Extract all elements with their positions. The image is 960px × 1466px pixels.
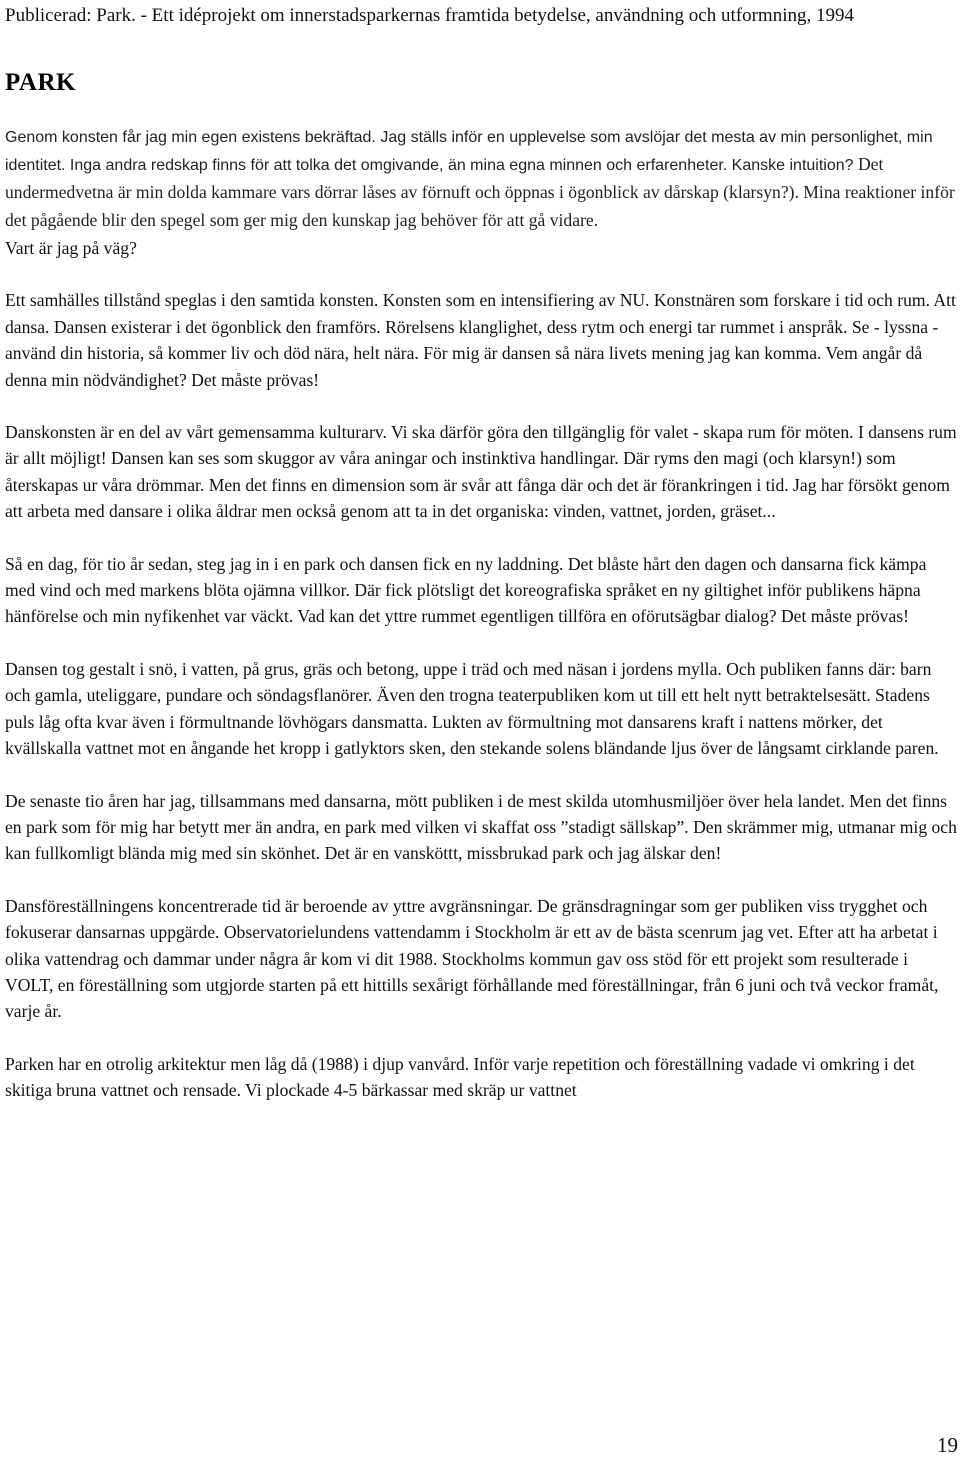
intro-paragraph [5,125,957,235]
document-heading: PARK [5,69,76,96]
document-page [5,0,957,1130]
paragraph: Parken har en otrolig arkitektur men låg då (1988) i djup vanvård. Inför varje repetition och föreställning vadade vi omkring i det skitiga bruna vattnet och rensade. Vi plockade 4-5 bärkassar med skräp ur vattnet [5,1053,915,1101]
intro-text: Genom konsten får jag min egen existens bekräftad. Jag ställs inför en upplevelse som avslöjar det mesta av min personlighet, min identitet. Inga andra redskap finns för att tolka det omgivande, än mina egna minnen och erfarenheter. Kanske intuition? [5,129,933,174]
paragraph: De senaste tio åren har jag, tillsammans med dansarna, mött publiken i de mest skilda utomhusmiljöer över hela landet. Men det finns en park som för mig har betytt mer än andra, en park med vilken vi skaffat oss ”stadigt sällskap”. Den skrämmer mig, utmanar mig och kan fullkomligt blända mig med sin skönhet. Det är en vansköttt, missbrukad park och jag älskar den! [5,790,957,864]
paragraph: Ett samhälles tillstånd speglas i den samtida konsten. Konsten som en intensifiering av NU. Konstnären som forskare i tid och rum. Att dansa. Dansen existerar i det ögonblick den framförs. Rörelsens klanglighet, dess rytm och energi tar rummet i anspråk. Se - lyssna - använd din historia, så kommer liv och död nära, helt nära. För mig är dansen så nära livets mening jag kan komma. Vem angår då denna min nödvändighet? Det måste prövas! [5,290,956,390]
paragraph: Danskonsten är en del av vårt gemensamma kulturarv. Vi ska därför göra den tillgänglig för valet - skapa rum för möten. I dansens rum är allt möjligt! Dansen kan ses som skuggor av våra aningar och instinktiva handlingar. Där ryms den magi (och klarsyn!) som återskapas ur våra drömmar. Men det finns en dimension som är svår att fånga där och det är förankringen i tid. Jag har försökt genom att arbeta med dansare i olika åldrar men också genom att ta in det organiska: vinden, vattnet, jorden, gräset... [5,422,957,522]
publication-line: Publicerad: Park. - Ett idéprojekt om innerstadsparkernas framtida betydelse, användning och utformning, 1994 [5,5,854,26]
paragraph: Dansen tog gestalt i snö, i vatten, på grus, gräs och betong, uppe i träd och med näsan i jordens mylla. Och publiken fanns där: barn och gamla, uteliggare, pundare och söndagsflanörer. Även den trogna teaterpubliken kom ut till ett helt nytt betraktelsesätt. Stadens puls låg ofta kvar även i förmultnande lövhögars dansmatta. Lukten av förmultning mot dansarens kraft i nattens mörker, det kvällskalla vattnet mot en ångande het kropp i gatlyktors sken, den stekande solens bländande ljus över de långsamt cirklande paren. [5,658,939,759]
paragraph: Så en dag, för tio år sedan, steg jag in i en park och dansen fick en ny laddning. Det blåste hårt den dagen och dansarna fick kämpa med vind och med markens blöta ojämna villkor. Där fick plötsligt det koreografiska språket en ny giltighet inför publikens häpna hänförelse och min nyfikenhet var väckt. Vad kan det yttre rummet egentligen tillföra en oförutsägbar dialog? Det måste prövas! [5,553,927,627]
intro-tail-text: Det undermedvetna är min dolda kammare vars dörrar låses av förnuft och öppnas i ögonblick av dårskap (klarsyn?). Mina reaktioner inför det pågående blir den spegel som ger mig den kunskap jag behöver för att gå vidare. [5,154,955,230]
paragraph: Vart är jag på väg? [5,238,137,258]
paragraph: Dansföreställningens koncentrerade tid är beroende av yttre avgränsningar. De gränsdragningar som ger publiken viss trygghet och fokuserar dansarnas uppgärde. Observatorielundens vattendamm i Stockholm är ett av de bästa scenrum jag vet. Efter att ha arbetat i olika vattendrag och dammar under några år kom vi dit 1988. Stockholms kommun gav oss stöd för ett projekt som resulterade i VOLT, en föreställning som utgjorde starten på ett hittills sexårigt förhållande med föreställningar, från 6 juni och två veckor framåt, varje år. [5,895,939,1022]
page-number: 19 [937,1433,958,1457]
